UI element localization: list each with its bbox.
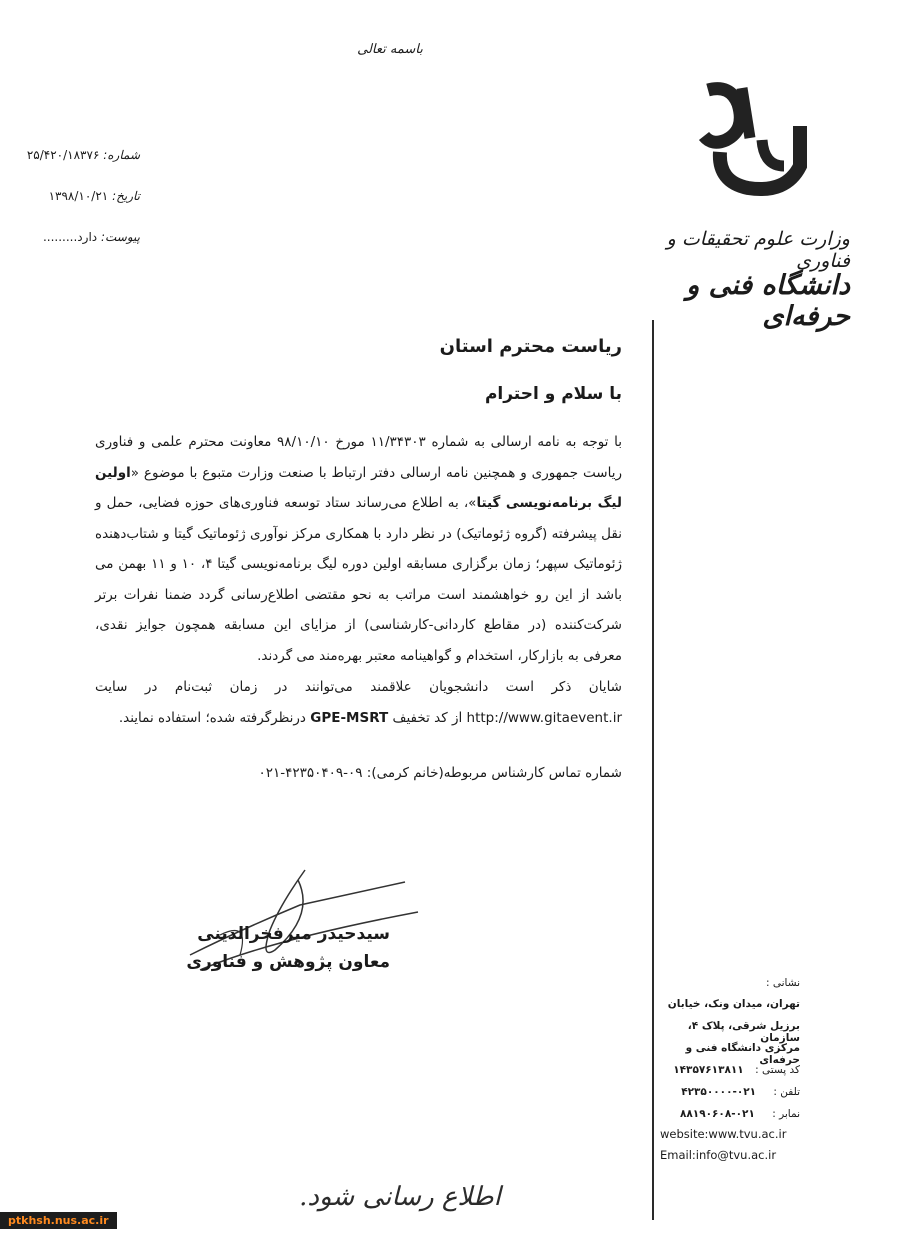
paragraph-2 <box>95 672 622 733</box>
recipient: ریاست محترم استان <box>439 336 622 357</box>
greeting: با سلام و احترام <box>484 384 622 404</box>
vertical-divider <box>652 320 654 1220</box>
address-line-1-text: تهران، میدان ونک، خیابان <box>667 998 800 1010</box>
watermark-badge: ptkhsh.nus.ac.ir <box>0 1212 117 1229</box>
fax <box>660 1108 800 1120</box>
p2-text-b: از کد تخفیف <box>388 709 467 726</box>
postal-value: ۱۴۳۵۷۶۱۳۸۱۱ <box>673 1064 744 1076</box>
signatory-name: سیدحیدر میرفخرالدینی <box>197 924 390 944</box>
website: website:www.tvu.ac.ir <box>660 1127 787 1141</box>
phone-label: تلفن : <box>773 1086 800 1098</box>
p1-bold-topic: اولین لیگ برنامه‌نویسی گیتا <box>95 464 622 511</box>
p1-text-b: »، به اطلاع می‌رساند ستاد توسعه فناوری‌های حوزه فضایی، حمل و نقل پیشرفته (گروه ژئوماتیک) در نظر دارد با همکاری مرکز نوآوری ژئوماتیک گیتا و شتاب‌دهنده ژئوماتیک سپهر؛ زمان برگزاری مسابقه اولین دوره لیگ برنامه‌نویسی گیتا ۴، ۱۰ و ۱۱ بهمن می باشد از این رو خواهشمند است مراتب به نحو مقتضی اطلاع‌رسانی گردد ضمنا نفرات برتر شرکت‌کننده (در مقاطع کاردانی-کارشناسی) از مزایای این مسابقه همچون جوایز نقدی، معرفی به بازارکار، استخدام و گواهینامه معتبر بهره‌مند می گردند. <box>95 495 622 664</box>
address-line-3 <box>660 1042 800 1066</box>
address-line-2 <box>660 1020 800 1044</box>
discount-code: GPE-MSRT <box>310 709 389 726</box>
number-value: ۲۵/۴۲۰/۱۸۳۷۶ <box>26 148 100 162</box>
address-line-1 <box>660 998 800 1010</box>
letter-date <box>10 189 140 203</box>
number-label: شماره: <box>103 148 140 162</box>
date-label: تاریخ: <box>112 189 140 203</box>
address-line-3-text: مرکزی دانشگاه فنی و حرفه‌ای <box>685 1042 800 1066</box>
post-value: دارد......... <box>42 230 98 244</box>
contact-line: شماره تماس کارشناس مربوطه(خانم کرمی): ۰۹-۴۲۳۵۰۴۰۹-۰۲۱ <box>258 765 622 781</box>
email: Email:info@tvu.ac.ir <box>660 1148 777 1162</box>
address-label: نشانی : <box>765 977 800 989</box>
postal-label: کد پستی : <box>755 1064 800 1076</box>
post-label: پیوست: <box>100 230 140 244</box>
phone-value: ۰۲۱-۴۲۳۵۰۰۰۰ <box>681 1086 757 1098</box>
basmala: باسمه تعالی <box>357 42 423 57</box>
date-value: ۱۳۹۸/۱۰/۲۱ <box>48 189 109 203</box>
letter-number <box>10 148 140 162</box>
paragraph-1 <box>95 427 622 671</box>
event-url: http://www.gitaevent.ir <box>466 709 622 726</box>
p2-text-c: درنظرگرفته شده؛ استفاده نمایند. <box>118 709 311 726</box>
phone <box>660 1086 800 1098</box>
p1-text-a: با توجه به نامه ارسالی به شماره ۱۱/۳۴۳۰۳ مورخ ۹۸/۱۰/۱۰ معاونت محترم علمی و فناوری ریاست جمهوری و همچنین نامه ارسالی دفتر ارتباط با صنعت وزارت متبوع با موضوع « <box>95 434 622 481</box>
letter-attachment <box>10 230 140 244</box>
university-logo <box>690 82 820 202</box>
signatory-title: معاون پژوهش و فناوری <box>186 952 390 972</box>
p2-text-a: شایان ذکر است دانشجویان علاقمند می‌توانند در زمان ثبت‌نام در سایت <box>95 679 622 695</box>
fax-label: نمابر : <box>772 1108 800 1120</box>
fax-value: ۰۲۱-۸۸۱۹۰۶۰۸ <box>679 1108 755 1120</box>
org-university: دانشگاه فنی و حرفه‌ای <box>686 270 850 332</box>
address-line-2-text: برزیل شرقی، پلاک ۴، سازمان <box>687 1020 800 1044</box>
handwritten-note: اطلاع رسانی شود. <box>299 1182 501 1212</box>
postal-code <box>660 1064 800 1076</box>
org-ministry: وزارت علوم تحقیقات و فناوری <box>666 228 850 272</box>
